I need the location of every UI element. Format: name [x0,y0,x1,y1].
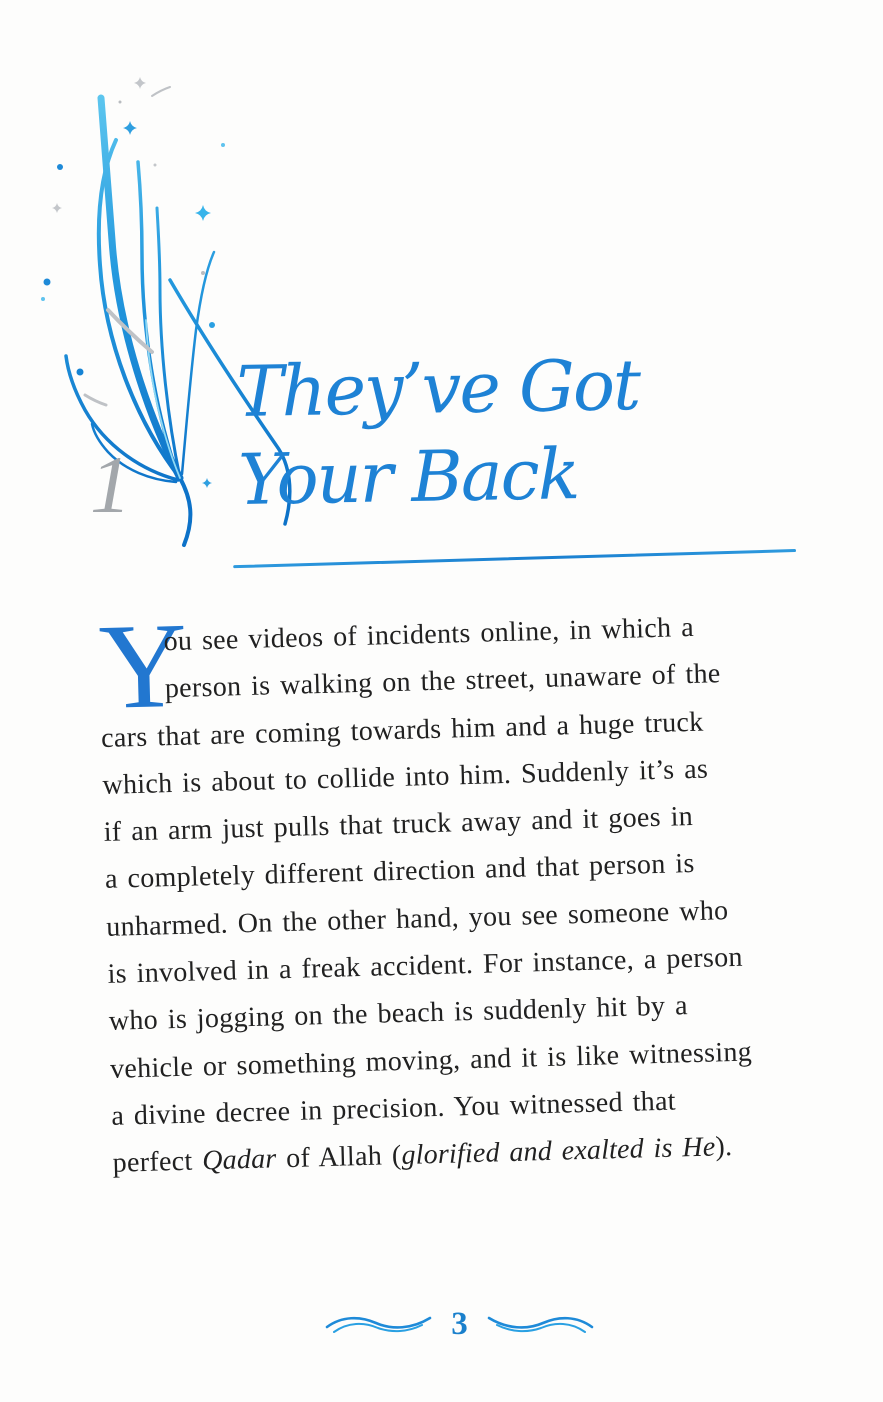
body-line: a divine decree in precision. You witnessed that [111,1085,677,1132]
dropcap-letter: Y [97,597,190,735]
body-text-segment: of Allah ( [275,1140,402,1175]
chapter-number: 1 [90,439,131,530]
italic-phrase-glorified: glorified and exalted is He [401,1131,716,1172]
page-number: 3 [451,1306,468,1342]
chapter-title [236,341,641,524]
body-line: which is about to collide into him. Suddenly it’s as [102,753,709,801]
body-line: is involved in a freak accident. For instance, a person [107,941,744,990]
chapter-title-line2: Your Back [237,433,579,521]
footer-flourish-right-icon [485,1312,595,1338]
body-line: vehicle or something moving, and it is like witnessing [109,1036,753,1085]
body-line: a completely different direction and that person is [104,848,696,896]
body-line: ou see videos of incidents online, in which a [163,611,695,658]
page-footer [18,1306,883,1343]
body-line: person is walking on the street, unaware of the [164,658,721,705]
footer-flourish-left-icon [324,1312,434,1338]
italic-term-qadar: Qadar [201,1143,277,1177]
body-text-segment: ). [714,1131,733,1163]
body-line: who is jogging on the beach is suddenly hit by a [108,990,689,1038]
body-line: if an arm just pulls that truck away and it goes in [103,801,694,849]
chapter-title-line1: They’ve Got [236,343,640,433]
body-line: unharmed. On the other hand, you see someone who [105,894,729,943]
body-text-segment: perfect [112,1145,203,1180]
body-line: cars that are coming towards him and a huge truck [100,706,704,754]
body-paragraph [97,597,825,1188]
sparkle-icons [41,77,225,488]
